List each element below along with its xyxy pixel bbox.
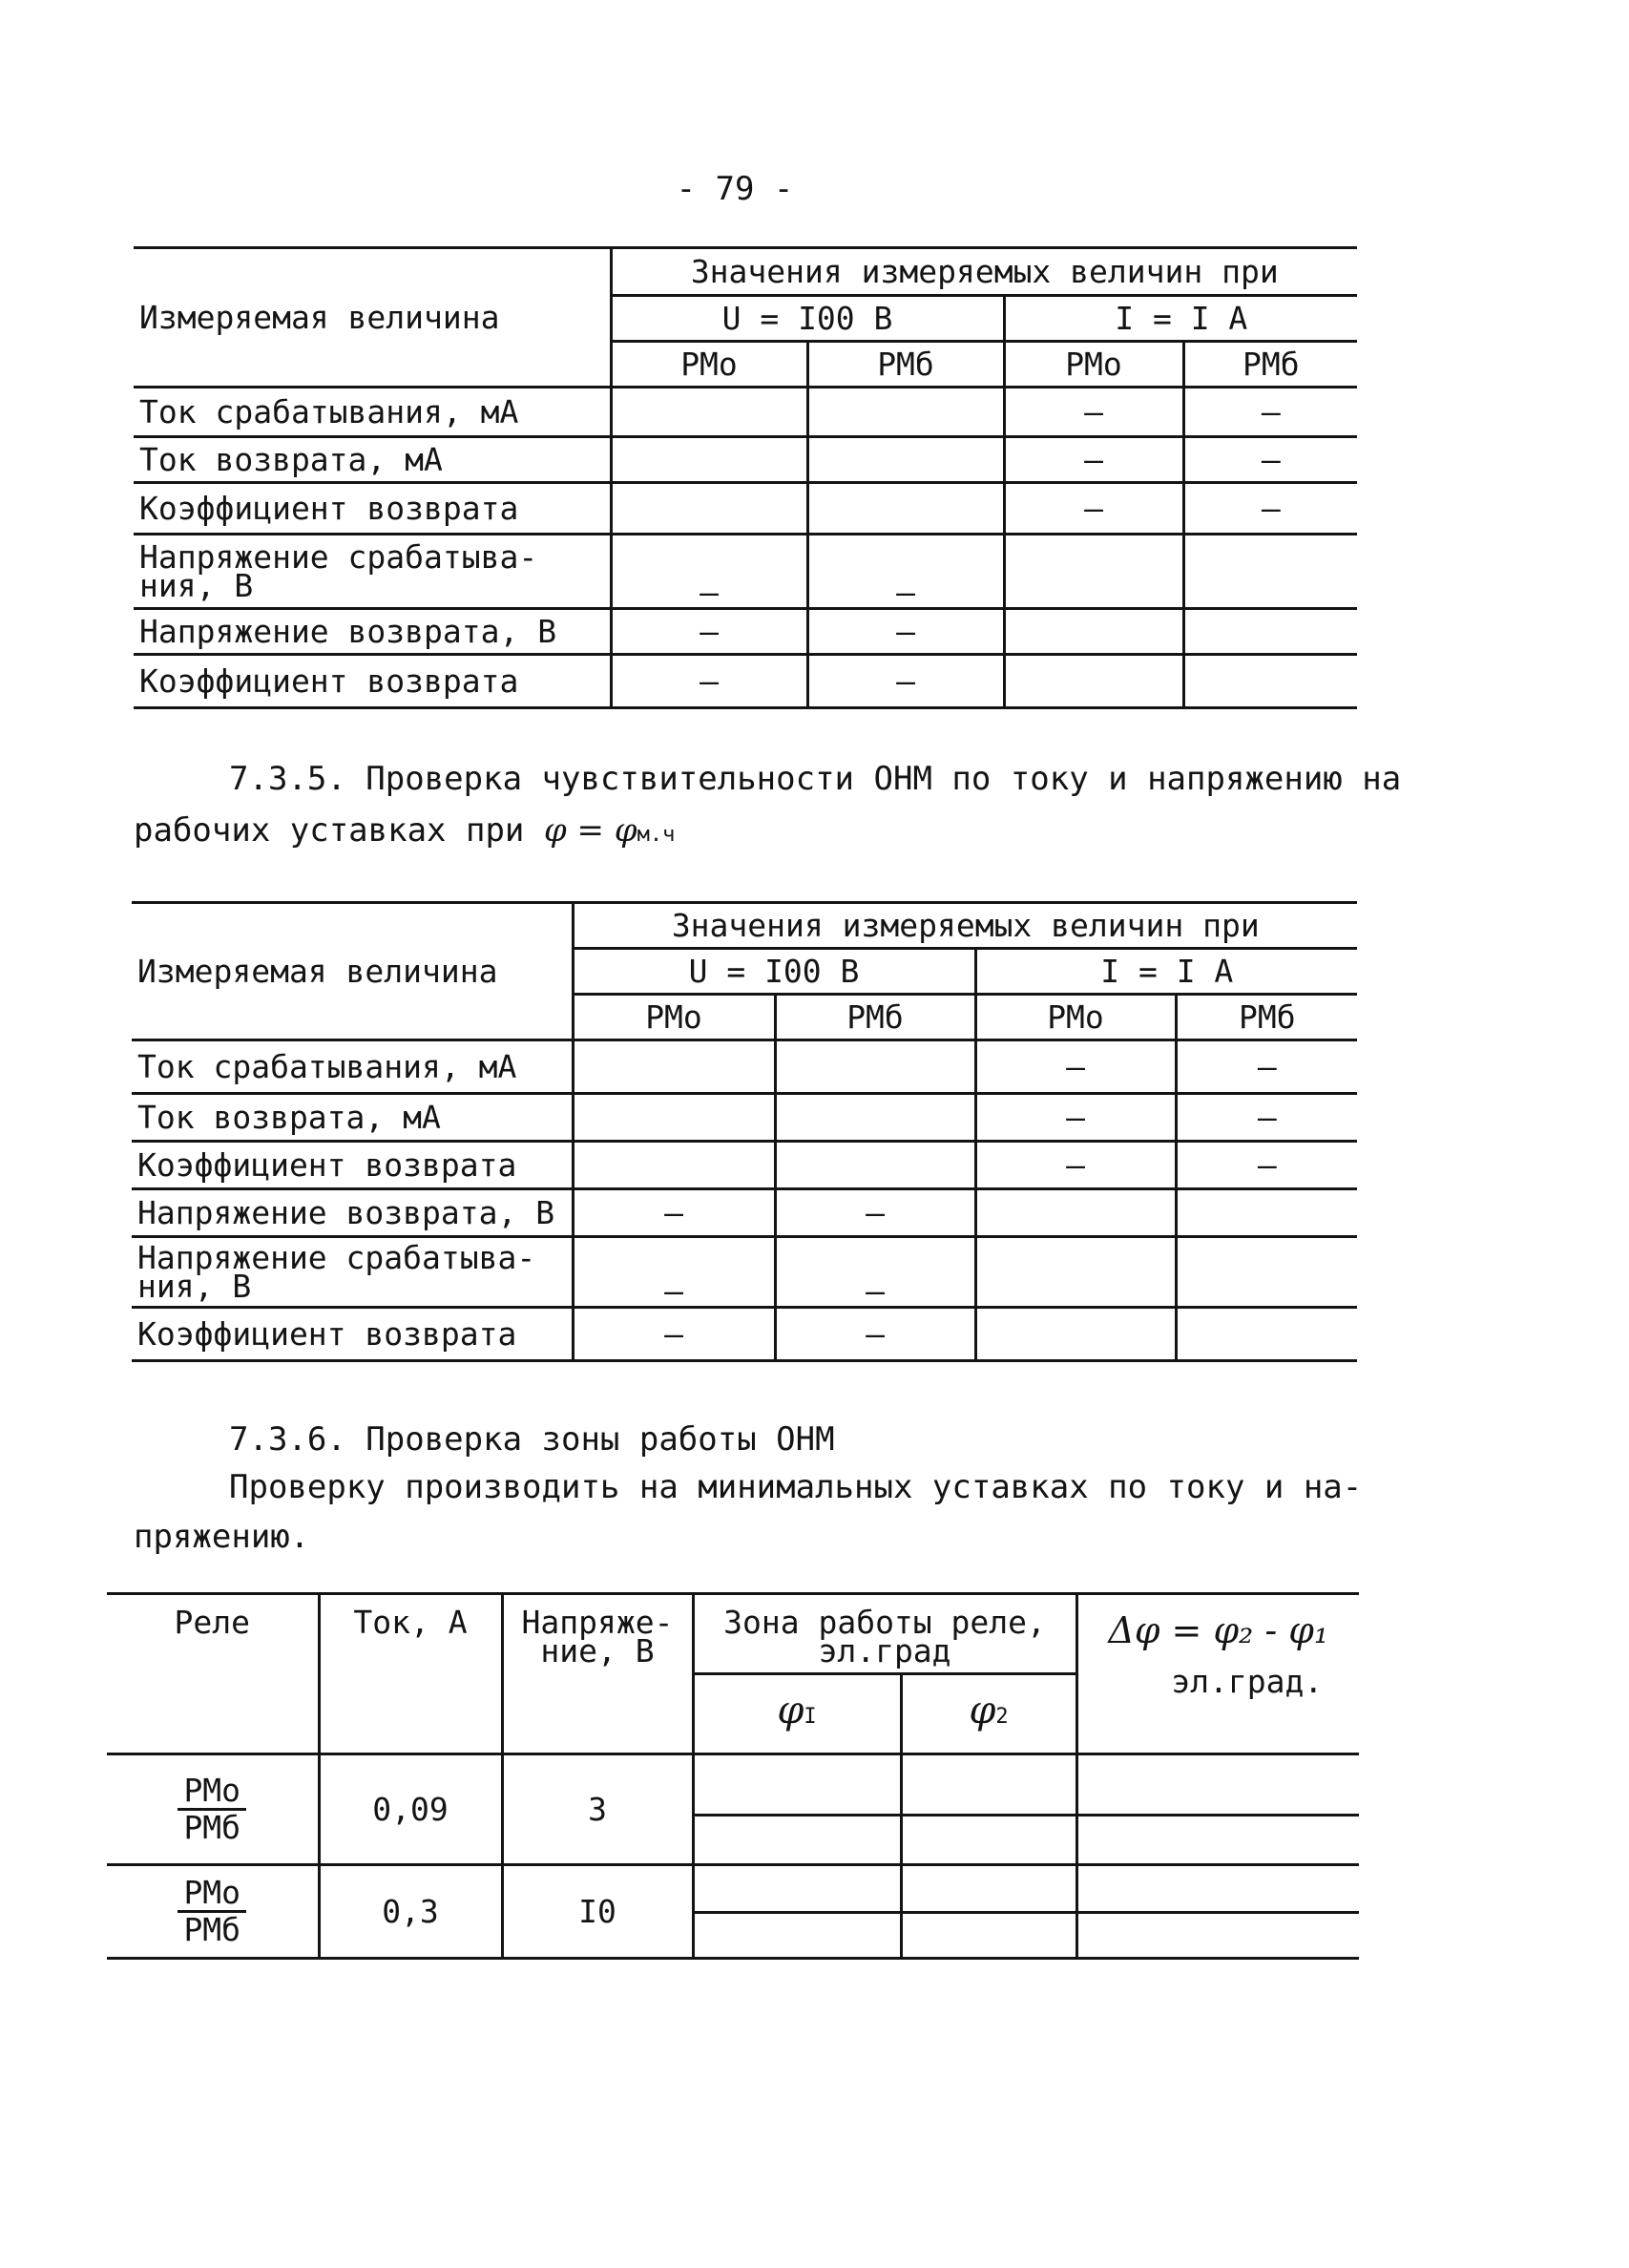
header-delta-phi — [1076, 1594, 1359, 1754]
row-label: Коэффициент возврата — [132, 1308, 573, 1361]
table-row — [132, 1142, 1357, 1189]
table-cell: – — [975, 1094, 1176, 1142]
header-relay: Реле — [107, 1594, 319, 1754]
table-cell — [1076, 1754, 1359, 1816]
section-7-3-5-line1: 7.3.5. Проверка чувствительности ОНМ по току и напряжению на — [229, 760, 1402, 798]
voltage-cell: I0 — [502, 1865, 693, 1959]
col-header: РМб — [1176, 995, 1357, 1040]
header-measured-quantity: Измеряемая величина — [134, 248, 611, 388]
table-cell — [693, 1865, 901, 1913]
table-cell — [975, 1308, 1176, 1361]
table-row — [132, 1237, 1357, 1308]
table-cell: – — [807, 655, 1004, 708]
table-row — [134, 388, 1357, 437]
table-cell — [611, 437, 807, 483]
row-label: Коэффициент возврата — [132, 1142, 573, 1189]
table-row — [132, 1308, 1357, 1361]
table-cell: – — [775, 1308, 975, 1361]
header-condition-i: I = I А — [1004, 296, 1357, 342]
col-header: РМб — [1183, 342, 1357, 388]
relay-cell: $\frac{\text{РМо}}{\text{РМб}}$ — [107, 1754, 319, 1865]
table-cell — [1183, 609, 1357, 655]
table-cell: – — [1004, 483, 1183, 535]
section-7-3-6-title: 7.3.6. Проверка зоны работы ОНМ — [229, 1420, 835, 1459]
table-cell — [1176, 1189, 1357, 1237]
row-label: Ток срабатывания, мА — [134, 388, 611, 437]
table-cell — [901, 1913, 1076, 1959]
page-number: - 79 - — [676, 170, 794, 208]
col-header: РМб — [807, 342, 1004, 388]
table-cell — [1176, 1237, 1357, 1308]
table-cell — [611, 483, 807, 535]
row-label: Ток возврата, мА — [134, 437, 611, 483]
col-header: РМо — [975, 995, 1176, 1040]
table-cell: – — [1176, 1040, 1357, 1094]
table-cell — [775, 1094, 975, 1142]
table-cell: – — [573, 1237, 775, 1308]
current-cell: 0,09 — [319, 1754, 502, 1865]
table-row — [134, 535, 1357, 609]
phi-formula: φ = φ — [543, 811, 637, 850]
header-condition-i: I = I А — [975, 949, 1357, 995]
table-row — [134, 609, 1357, 655]
table-row — [132, 1040, 1357, 1094]
table-cell: – — [975, 1040, 1176, 1094]
row-label: Ток возврата, мА — [132, 1094, 573, 1142]
header-values-group: Значения измеряемых величин при — [611, 248, 1357, 296]
table-cell: – — [1183, 437, 1357, 483]
measurement-table-1 — [134, 246, 1357, 709]
table-row — [107, 1865, 1359, 1913]
table-cell — [975, 1189, 1176, 1237]
table-cell: – — [1004, 388, 1183, 437]
table-cell: – — [611, 655, 807, 708]
header-values-group: Значения измеряемых величин при — [573, 903, 1357, 949]
table-cell: – — [807, 609, 1004, 655]
header-zone: Зона работы реле, эл.град — [693, 1594, 1076, 1674]
row-label: Напряжение возврата, В — [132, 1189, 573, 1237]
table-cell — [1076, 1913, 1359, 1959]
table-cell: – — [1176, 1094, 1357, 1142]
row-label: Коэффициент возврата — [134, 483, 611, 535]
table-cell: – — [573, 1308, 775, 1361]
header-phi-2: φ2 — [901, 1674, 1076, 1754]
table-cell: – — [611, 535, 807, 609]
table-cell — [1076, 1865, 1359, 1913]
table-cell — [775, 1040, 975, 1094]
table-cell — [807, 388, 1004, 437]
header-current: Ток, А — [319, 1594, 502, 1754]
table-cell — [573, 1094, 775, 1142]
table-cell — [611, 388, 807, 437]
table-cell: – — [975, 1142, 1176, 1189]
table-cell — [573, 1142, 775, 1189]
table-row — [132, 1094, 1357, 1142]
row-label: Ток срабатывания, мА — [132, 1040, 573, 1094]
table-row — [107, 1754, 1359, 1816]
table-cell — [901, 1754, 1076, 1816]
table-cell: – — [573, 1189, 775, 1237]
table-row — [134, 655, 1357, 708]
table-cell — [807, 483, 1004, 535]
table-cell — [1076, 1816, 1359, 1865]
table-row — [134, 437, 1357, 483]
table-cell: – — [1004, 437, 1183, 483]
delta-unit: эл.град. — [1171, 1663, 1324, 1700]
table-cell — [975, 1237, 1176, 1308]
table-cell — [1183, 655, 1357, 708]
row-label: Напряжение срабатыва- ния, В — [134, 535, 611, 609]
table-cell: – — [1176, 1142, 1357, 1189]
formula-subscript: м.ч — [637, 823, 676, 847]
table-cell — [1004, 535, 1183, 609]
table-row — [134, 483, 1357, 535]
section-7-3-6-line1: Проверку производить на минимальных уставках по току и на- — [229, 1468, 1363, 1506]
table-cell — [573, 1040, 775, 1094]
zone-table — [107, 1592, 1359, 1960]
table-cell — [775, 1142, 975, 1189]
delta-phi-formula: Δφ = φ₂ - φ₁ — [1108, 1609, 1329, 1651]
table-cell — [693, 1913, 901, 1959]
current-cell: 0,3 — [319, 1865, 502, 1959]
table-cell: – — [775, 1189, 975, 1237]
col-header: РМб — [775, 995, 975, 1040]
table-cell — [807, 437, 1004, 483]
table-cell — [1004, 609, 1183, 655]
relay-cell: $\frac{\text{РМо}}{\text{РМб}}$ — [107, 1865, 319, 1959]
table-cell: – — [1183, 388, 1357, 437]
table-cell — [693, 1754, 901, 1816]
table-cell — [1004, 655, 1183, 708]
table-cell: – — [611, 609, 807, 655]
header-voltage: Напряже- ние, В — [502, 1594, 693, 1754]
section-7-3-5-line2: рабочих уставках при φ = φм.ч — [134, 811, 676, 850]
header-phi-1: φI — [693, 1674, 901, 1754]
table-cell — [901, 1865, 1076, 1913]
table-cell — [1183, 535, 1357, 609]
table-cell: – — [1183, 483, 1357, 535]
col-header: РМо — [611, 342, 807, 388]
header-measured-quantity: Измеряемая величина — [132, 903, 573, 1040]
table-cell — [693, 1816, 901, 1865]
section-7-3-6-line2: пряжению. — [134, 1518, 310, 1556]
table-row — [132, 1189, 1357, 1237]
table-cell: – — [775, 1237, 975, 1308]
table-cell — [901, 1816, 1076, 1865]
col-header: РМо — [1004, 342, 1183, 388]
header-condition-u: U = I00 В — [573, 949, 975, 995]
table-cell — [1176, 1308, 1357, 1361]
row-label: Коэффициент возврата — [134, 655, 611, 708]
row-label: Напряжение возврата, В — [134, 609, 611, 655]
row-label: Напряжение срабатыва- ния, В — [132, 1237, 573, 1308]
voltage-cell: 3 — [502, 1754, 693, 1865]
measurement-table-2 — [132, 901, 1357, 1362]
table-cell: – — [807, 535, 1004, 609]
header-condition-u: U = I00 В — [611, 296, 1004, 342]
col-header: РМо — [573, 995, 775, 1040]
